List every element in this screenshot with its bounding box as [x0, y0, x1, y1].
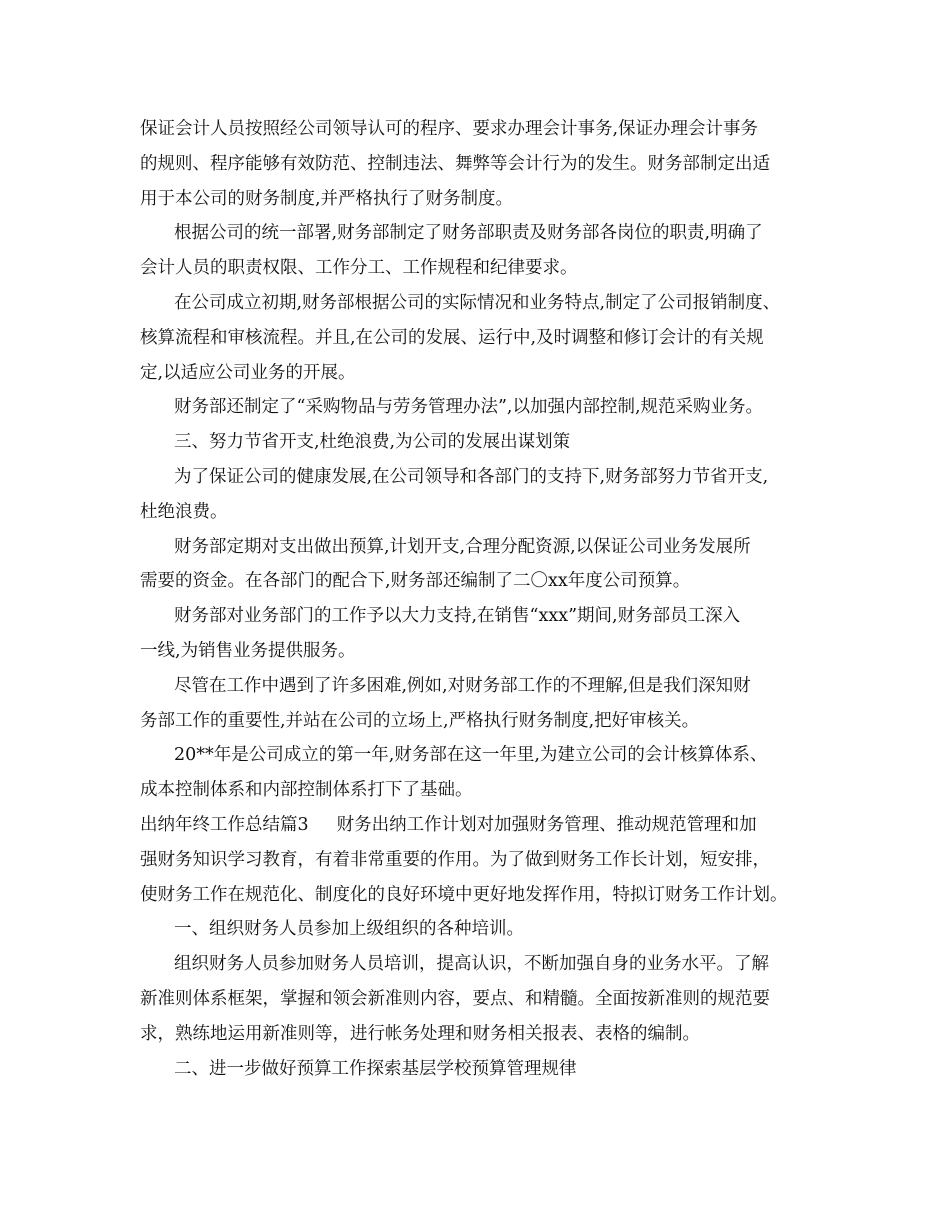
paragraph-line: 核算流程和审核流程。并且,在公司的发展、运行中,及时调整和修订会计的有关规	[140, 327, 764, 348]
section-heading: 三、努力节省开支,杜绝浪费,为公司的发展出谋划策	[174, 432, 571, 453]
paragraph-line: 20**年是公司成立的第一年,财务部在这一年里,为建立公司的会计核算体系、	[174, 745, 768, 766]
paragraph-line: 需要的资金。在各部门的配合下,财务部还编制了二〇xx年度公司预算。	[140, 571, 691, 592]
paragraph-line: 新准则体系框架，掌握和领会新准则内容，要点、和精髓。全面按新准则的规范要	[140, 988, 770, 1009]
paragraph-line: 组织财务人员参加财务人员培训，提高认识，不断加强自身的业务水平。了解	[174, 954, 769, 975]
paragraph-line: 用于本公司的财务制度,并严格执行了财务制度。	[140, 188, 514, 209]
paragraph-line: 一线,为销售业务提供服务。	[140, 640, 356, 661]
paragraph-line: 为了保证公司的健康发展,在公司领导和各部门的支持下,财务部努力节省开支,	[174, 466, 769, 487]
paragraph-text: 财务出纳工作计划对加强财务管理、推动规范管理和加	[336, 814, 757, 835]
paragraph-line: 尽管在工作中遇到了许多困难,例如,对财务部工作的不理解,但是我们深知财	[174, 675, 751, 696]
paragraph-line: 务部工作的重要性,并站在公司的立场上,严格执行财务制度,把好审核关。	[140, 710, 700, 731]
paragraph-line: 定,以适应公司业务的开展。	[140, 362, 356, 383]
paragraph-line: 会计人员的职责权限、工作分工、工作规程和纪律要求。	[140, 258, 578, 279]
section-heading: 二、进一步做好预算工作探索基层学校预算管理规律	[174, 1058, 577, 1079]
paragraph-line: 财务部还制定了“采购物品与劳务管理办法”,以加强内部控制,规范采购业务。	[174, 397, 764, 418]
paragraph-line: 求，熟练地运用新准则等，进行帐务处理和财务相关报表、表格的编制。	[140, 1023, 700, 1044]
paragraph-line: 财务部对业务部门的工作予以大力支持,在销售“xxx”期间,财务部员工深入	[174, 606, 741, 627]
paragraph-line: 在公司成立初期,财务部根据公司的实际情况和业务特点,制定了公司报销制度、	[174, 292, 781, 313]
document-page	[140, 112, 820, 1086]
paragraph-line: 的规则、程序能够有效防范、控制违法、舞弊等会计行为的发生。财务部制定出适	[140, 153, 770, 174]
section-start-line	[140, 808, 820, 843]
paragraph-line: 强财务知识学习教育，有着非常重要的作用。为了做到财务工作长计划，短安排，	[140, 849, 770, 870]
paragraph-line: 保证会计人员按照经公司领导认可的程序、要求办理会计事务,保证办理会计事务	[140, 119, 759, 139]
section-label: 出纳年终工作总结篇3	[140, 814, 309, 835]
paragraph-line: 使财务工作在规范化、制度化的良好环境中更好地发挥作用，特拟订财务工作计划。	[140, 884, 788, 905]
paragraph-line: 财务部定期对支出做出预算,计划开支,合理分配资源,以保证公司业务发展所	[174, 536, 751, 557]
paragraph-line: 根据公司的统一部署,财务部制定了财务部职责及财务部各岗位的职责,明确了	[174, 223, 763, 244]
paragraph-line: 成本控制体系和内部控制体系打下了基础。	[140, 780, 473, 801]
paragraph-line: 杜绝浪费。	[140, 501, 228, 522]
section-heading: 一、组织财务人员参加上级组织的各种培训。	[174, 919, 524, 940]
